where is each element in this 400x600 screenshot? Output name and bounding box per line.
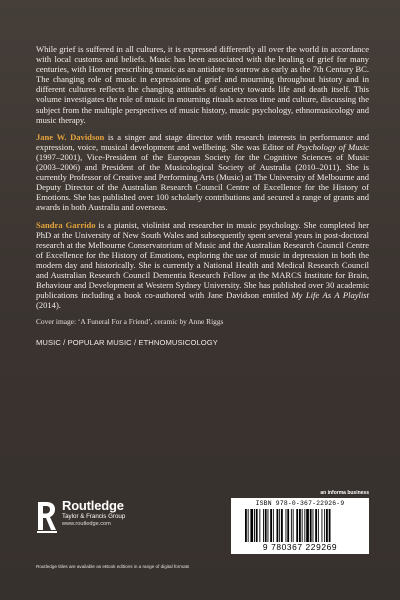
author-name: Jane W. Davidson bbox=[36, 131, 105, 142]
barcode-bar bbox=[299, 509, 301, 542]
barcode-bar bbox=[326, 509, 328, 542]
barcode-bar bbox=[256, 509, 258, 542]
barcode-bar bbox=[259, 509, 260, 542]
barcode-bar bbox=[315, 509, 317, 542]
barcode-bar bbox=[268, 509, 269, 542]
bio-text: is a pianist, violinist and researcher in music psychology. She completed her PhD at the University of New South Wales and subsequently spent several years in post-doctoral research at the Melbourne Conservatorium of Music and the Australian Research Council Centre of Excellence for the History of Emotions, exploring the use of music in depression in both the modern day and historically. She is currently a National Health and Medical Research Council and Australian Research Council Dementia Research Fellow at the MARCS Institute for Brain, Behaviour and Development at Western Sydney University. She has published over 30 academic publications including a book co-authored with Jane Davidson entitled bbox=[36, 219, 369, 301]
author-bio-garrido bbox=[36, 220, 369, 311]
text-column bbox=[36, 44, 369, 347]
barcode-bar bbox=[287, 509, 289, 542]
barcode-bars bbox=[245, 509, 363, 542]
barcode-bar bbox=[304, 509, 305, 542]
barcode-bar bbox=[296, 509, 298, 542]
barcode-bar bbox=[322, 509, 323, 542]
book-blurb: While grief is suffered in all cultures, it is expressed differently all over the world in accordance with local customs and beliefs. Music has been associated with the healing of grief for many centuries, with Homer prescribing music as an antidote to sorrow as early as the 7th Century BC. The changing role of music in expressions of grief and mourning throughout history and in different cultures reflects the changing attitudes of society towards life and death itself. This volume investigates the role of music in mourning rituals across time and culture, discussing the subject from the multiple perspectives of music history, music psychology, ethnomusicology and music therapy. bbox=[36, 44, 369, 125]
barcode-number: 9 780367 229269 bbox=[262, 542, 338, 552]
barcode-bar bbox=[270, 509, 272, 542]
journal-title: Psychology of Music bbox=[296, 141, 369, 152]
book-title: My Life As A Playlist bbox=[291, 290, 369, 301]
publisher-url: www.routledge.com bbox=[62, 521, 111, 527]
publisher-name: Routledge bbox=[62, 498, 124, 513]
publisher-wordmark bbox=[62, 498, 125, 528]
barcode-bar bbox=[313, 509, 314, 542]
barcode-bar bbox=[302, 509, 303, 542]
routledge-r-icon bbox=[36, 500, 58, 534]
isbn-barcode bbox=[231, 498, 369, 554]
author-bio-davidson bbox=[36, 132, 369, 213]
ebook-note: Routledge titles are available as eBook editions in a range of digital formats bbox=[36, 564, 190, 569]
barcode-bar bbox=[265, 509, 267, 542]
cover-image-credit: Cover image: ‘A Funeral For a Friend’, ceramic by Anne Riggs bbox=[36, 317, 224, 327]
barcode-bar bbox=[291, 509, 292, 542]
subject-categories: MUSIC / POPULAR MUSIC / ETHNOMUSICOLOGY bbox=[36, 338, 218, 348]
barcode-bar bbox=[245, 509, 247, 542]
barcode-bar bbox=[324, 509, 325, 542]
bio-text: (2014). bbox=[36, 300, 61, 311]
informa-note: an informa business bbox=[320, 490, 369, 496]
barcode-bar bbox=[277, 509, 279, 542]
cover-footer bbox=[36, 490, 369, 578]
barcode-bar bbox=[263, 509, 264, 542]
barcode-bar bbox=[329, 509, 331, 542]
isbn-text: ISBN 978-0-367-22926-9 bbox=[255, 500, 345, 507]
barcode-bar bbox=[281, 509, 283, 542]
barcode-bar bbox=[306, 509, 309, 542]
barcode-bar bbox=[254, 509, 255, 542]
barcode-bar bbox=[273, 509, 274, 542]
publisher-group: Taylor & Francis Group bbox=[62, 513, 126, 520]
barcode-bar bbox=[310, 509, 312, 542]
barcode-bar bbox=[293, 509, 294, 542]
barcode-bar bbox=[248, 509, 249, 542]
barcode-bar bbox=[250, 509, 253, 542]
barcode-bar bbox=[286, 509, 287, 542]
bio-text: is a singer and stage director with research interests in performance and expression, voice, musical development and wellbeing. She was Editor of bbox=[36, 131, 370, 152]
author-name: Sandra Garrido bbox=[36, 219, 96, 230]
barcode-bar bbox=[279, 509, 280, 542]
bio-text: (1997–2001), Vice-President of the European Society for the Cognitive Sciences of Music (2003–2006) and President of the Musicological Society of Australia (2010–2011). She is currently Professor of Creative and Performing Arts (Music) at The University of Melbourne and Deputy Director of the Australian Research Council Centre of Excellence for the History of Emotions. She has published over 100 scholarly contributions and secured a range of grants and awards in both Australia and overseas. bbox=[36, 151, 369, 213]
barcode-bar bbox=[318, 509, 319, 542]
publisher-logo bbox=[36, 498, 186, 538]
